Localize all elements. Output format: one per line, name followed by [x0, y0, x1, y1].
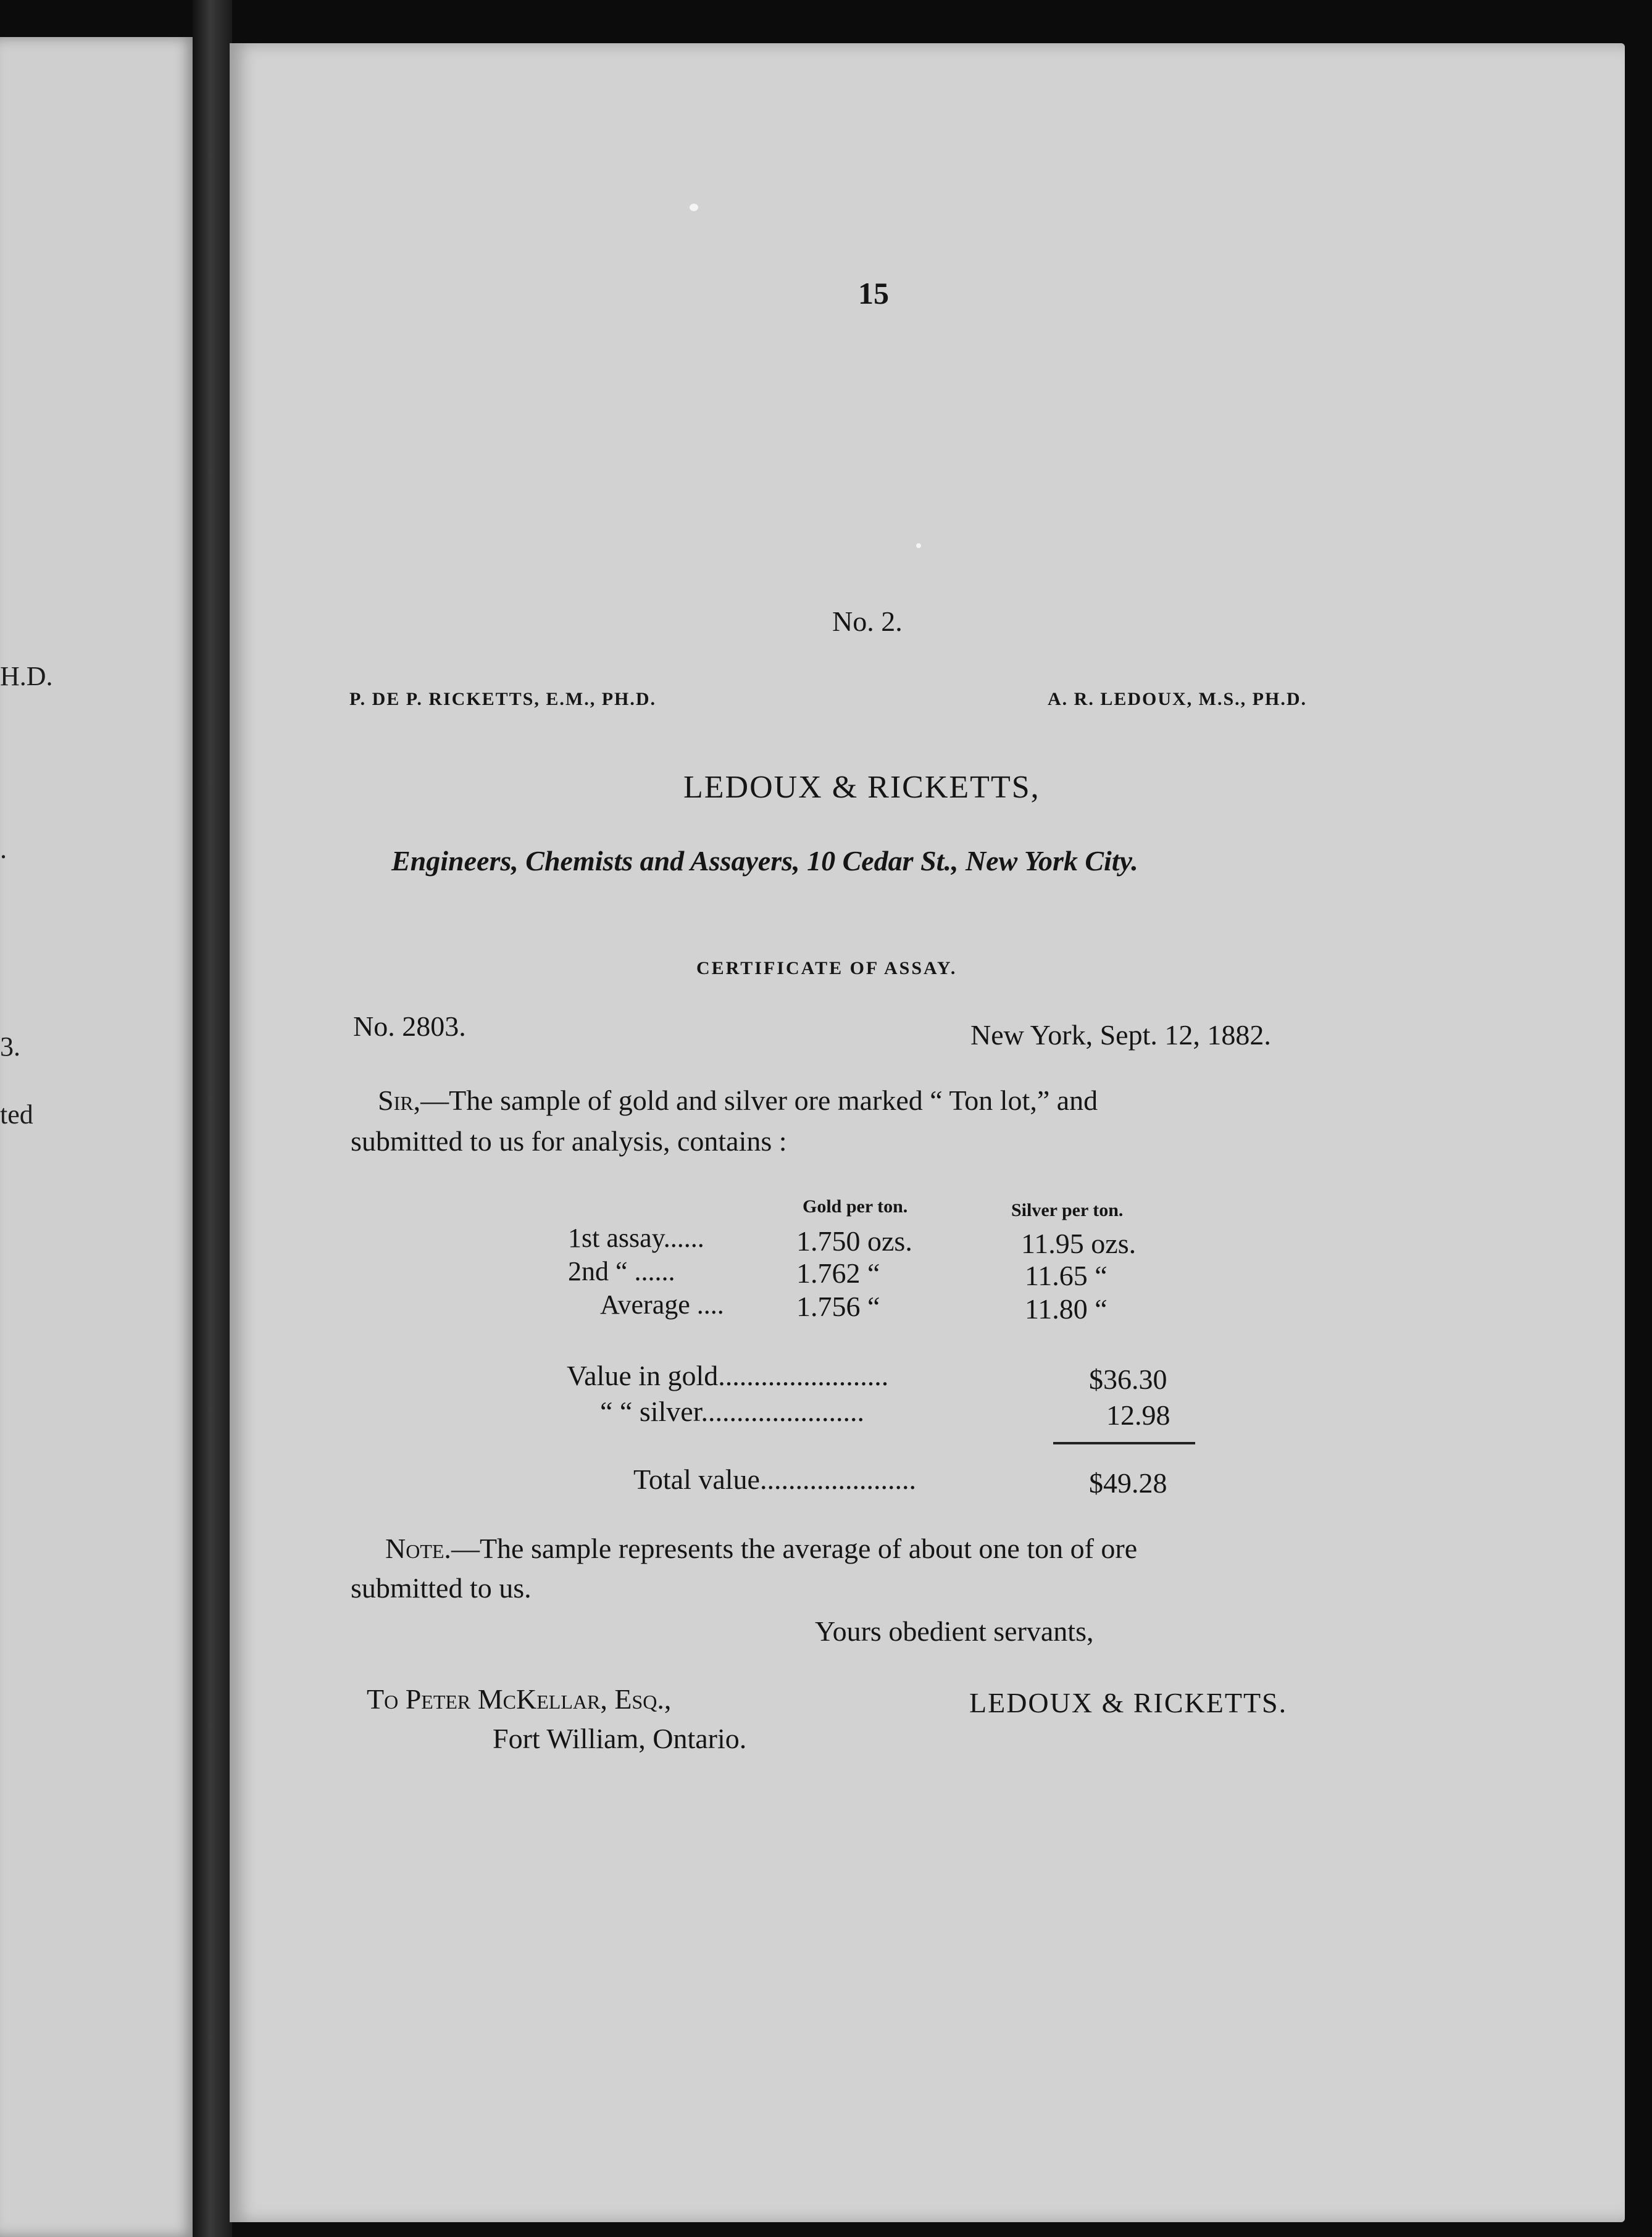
- column-header-gold: Gold per ton.: [803, 1196, 908, 1217]
- value-gold-label: Value in gold........................: [567, 1360, 889, 1391]
- body-line-1: —The sample of gold and silver ore marked “ Ton lot,” and: [420, 1085, 1098, 1116]
- assay-row-label: 2nd “ ......: [568, 1256, 675, 1286]
- note-paragraph: [385, 1532, 1137, 1565]
- value-total-amount: $49.28: [1089, 1467, 1167, 1499]
- assay-row-gold: 1.762 “: [796, 1257, 880, 1289]
- signature: LEDOUX & RICKETTS.: [969, 1687, 1288, 1718]
- scan-speck: [690, 204, 698, 211]
- note-head: Note.: [385, 1533, 451, 1564]
- note-line-1: —The sample represents the average of about one ton of ore: [451, 1533, 1138, 1564]
- left-page-fragment: .: [0, 834, 7, 864]
- closing: Yours obedient servants,: [815, 1615, 1094, 1647]
- page-number: 15: [858, 276, 889, 310]
- certificate-number: No. 2803.: [353, 1010, 466, 1042]
- assay-row-silver: 11.95 ozs.: [1021, 1228, 1137, 1259]
- partner-left: P. DE P. RICKETTS, E.M., PH.D.: [349, 689, 657, 709]
- firm-name: LEDOUX & RICKETTS,: [683, 770, 1040, 805]
- value-total-label: Total value......................: [633, 1464, 916, 1495]
- total-rule: [1053, 1442, 1195, 1444]
- document-number: No. 2.: [832, 606, 903, 637]
- place-date: New York, Sept. 12, 1882.: [970, 1019, 1271, 1051]
- assay-row-silver: 11.65 “: [1025, 1260, 1108, 1291]
- book-spine: [193, 0, 232, 2237]
- assay-row-gold: 1.756 “: [796, 1291, 880, 1322]
- value-silver-label: “ “ silver.......................: [600, 1396, 864, 1427]
- column-header-silver: Silver per ton.: [1011, 1200, 1124, 1220]
- addressee-line-1: To Peter McKellar, Esq.,: [367, 1683, 672, 1715]
- salutation: Sir,: [378, 1085, 421, 1116]
- partner-right: A. R. LEDOUX, M.S., PH.D.: [1048, 689, 1308, 709]
- value-silver-amount: 12.98: [1106, 1399, 1170, 1431]
- scan-speck: [916, 543, 921, 548]
- left-page-fragment: 3.: [0, 1031, 20, 1062]
- assay-row-label: Average ....: [600, 1289, 724, 1320]
- assay-row-silver: 11.80 “: [1025, 1293, 1108, 1325]
- certificate-title: CERTIFICATE OF ASSAY.: [696, 958, 957, 978]
- left-facing-page: [0, 37, 196, 2237]
- left-page-fragment: H.D.: [0, 661, 53, 691]
- document-page: [230, 43, 1625, 2222]
- firm-subtitle: Engineers, Chemists and Assayers, 10 Cedar St., New York City.: [391, 845, 1138, 877]
- assay-row-label: 1st assay......: [568, 1223, 704, 1253]
- assay-row-gold: 1.750 ozs.: [796, 1225, 912, 1257]
- body-paragraph: [378, 1084, 1098, 1117]
- left-page-fragment: ted: [0, 1099, 33, 1130]
- addressee-line-2: Fort William, Ontario.: [493, 1723, 747, 1754]
- value-gold-amount: $36.30: [1089, 1364, 1167, 1395]
- body-line-2: submitted to us for analysis, contains :: [351, 1125, 787, 1157]
- note-line-2: submitted to us.: [351, 1572, 532, 1604]
